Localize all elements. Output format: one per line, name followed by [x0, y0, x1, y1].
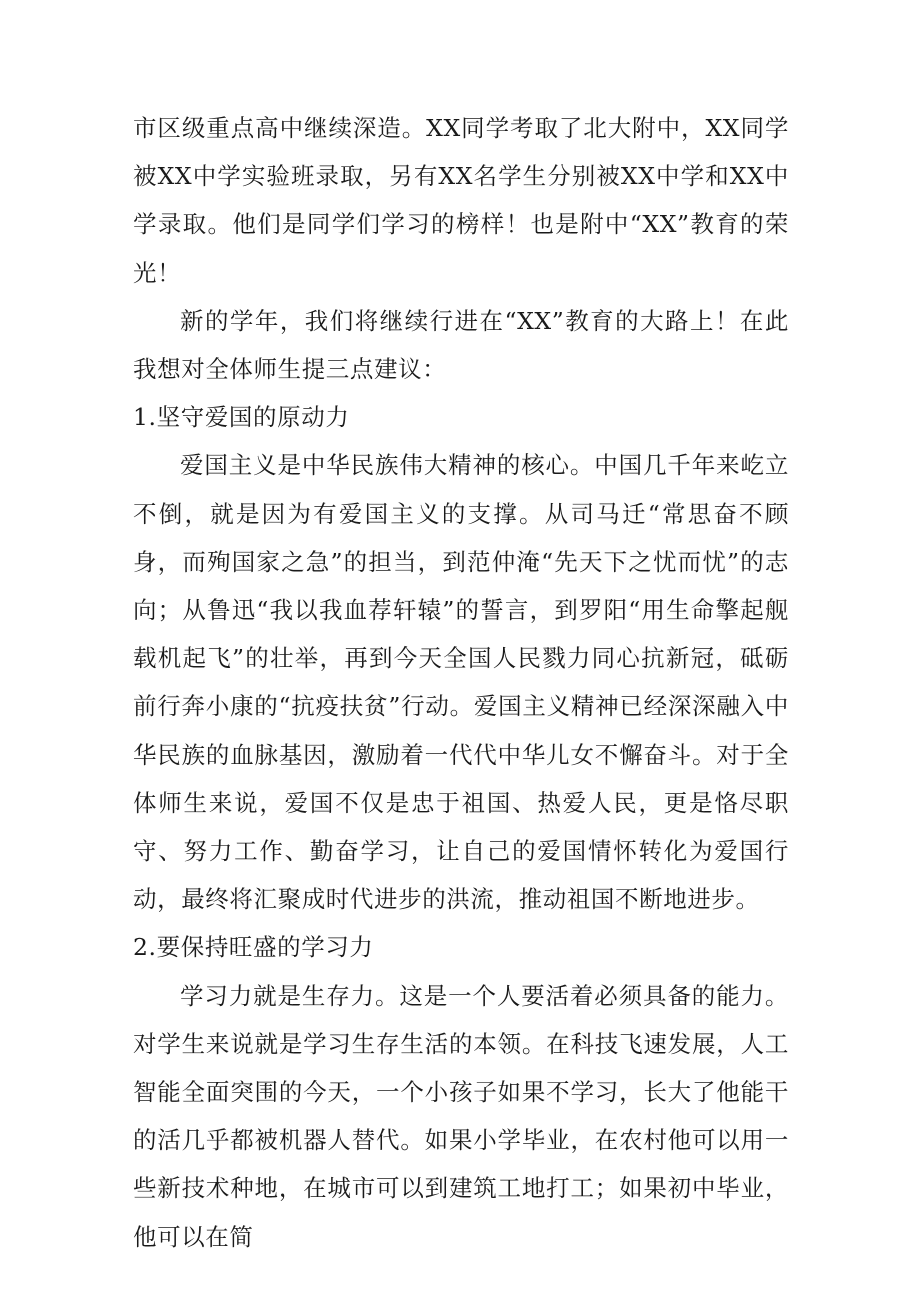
section-heading-1: 1.坚守爱国的原动力 [133, 403, 350, 432]
paragraph-patriotism: 爱国主义是中华民族伟大精神的核心。中国几千年来屹立不倒，就是因为有爱国主义的支撑。从司马迁“常思奋不顾身，而殉国家之急”的担当，到范仲淹“先天下之忧而忧”的志向；从鲁迅“我以我血荐轩辕”的誓言，到罗阳“用生命擎起舰载机起飞”的壮举，再到今天全国人民戮力同心抗新冠，砥砺前行奔小康的“抗疫扶贫”行动。爱国主义精神已经深深融入中华民族的血脉基因，激励着一代代中华儿女不懈奋斗。对于全体师生来说，爱国不仅是忠于祖国、热爱人民，更是恪尽职守、努力工作、勤奋学习，让自己的爱国情怀转化为爱国行动，最终将汇聚成时代进步的洪流，推动祖国不断地进步。 [133, 451, 789, 914]
paragraph-continuation: 市区级重点高中继续深造。XX同学考取了北大附中，XX同学被XX中学实验班录取，另有XX名学生分别被XX中学和XX中学录取。他们是同学们学习的榜样！也是附中“XX”教育的荣光！ [133, 114, 789, 287]
section-heading-2: 2.要保持旺盛的学习力 [133, 933, 374, 962]
paragraph-learning: 学习力就是生存力。这是一个人要活着必须具备的能力。对学生来说就是学习生存生活的本领。在科技飞速发展，人工智能全面突围的今天，一个小孩子如果不学习，长大了他能干的活几乎都被机器人替代。如果小学毕业，在农村他可以用一些新技术种地，在城市可以到建筑工地打工；如果初中毕业，他可以在简 [133, 981, 789, 1251]
paragraph-intro: 新的学年，我们将继续行进在“XX”教育的大路上！在此我想对全体师生提三点建议： [133, 306, 789, 384]
document-body [133, 104, 789, 1261]
